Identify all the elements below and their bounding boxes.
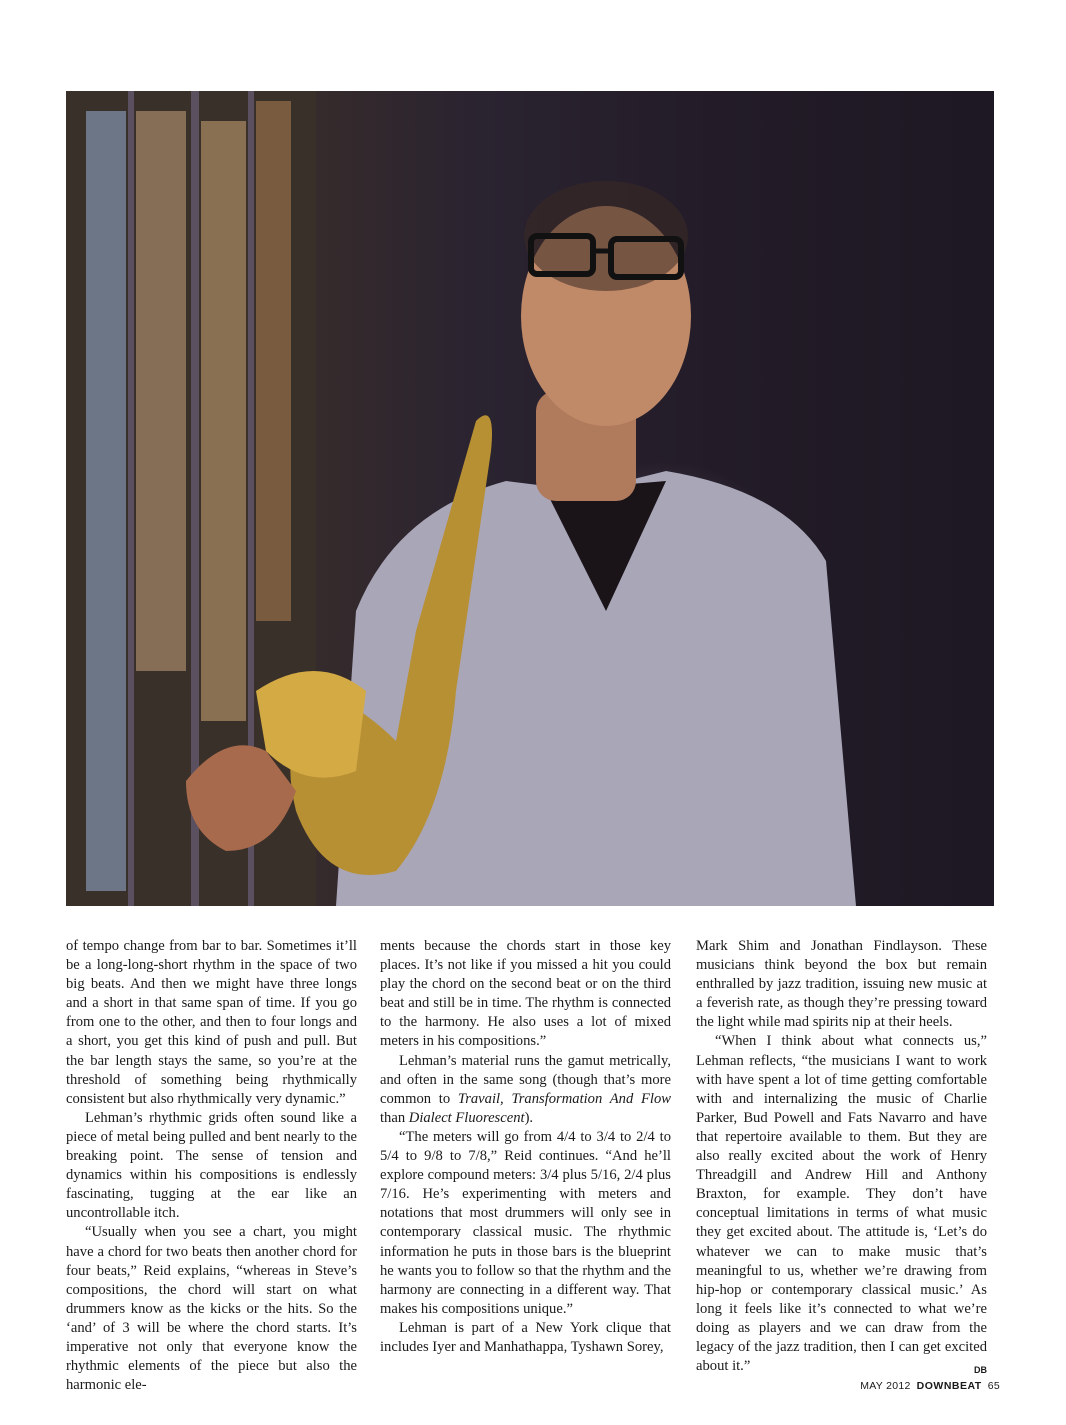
paragraph-text: than: [380, 1109, 409, 1126]
paragraph: ments because the chords start in those key places. It’s not like if you missed a hit you could play the chord on the second beat or on the third beat and still be in time. The rhythm is connected to the harmony. He also uses a lot of mixed meters in his compositions.”: [380, 938, 671, 1050]
paragraph: “The meters will go from 4/4 to 3/4 to 2/4 to 5/4 to 9/8 to 7/8,” Reid continues. “And he’ll explore compound meters: 3/4 plus 5/16, 2/4 plus 7/16. He’s experimenting with meters and notations that most drummers will only see in contemporary classical music. The rhythmic information he puts in those bars is the blueprint he wants you to follow so that the rhythm and the harmony are connecting in a different way. That makes his compositions unique.”: [380, 1128, 671, 1317]
page-number: 65: [987, 1380, 1000, 1392]
paragraph-text: Lehman’s material runs the gamut metrically, and often in the same song (though that’s more common to: [380, 1052, 671, 1107]
paragraph: Lehman’s rhythmic grids often sound like a piece of metal being pulled and bent nearly to the breaking point. The sense of tension and dynamics within his compositions is endlessly fascinating, tugging at the ear like an uncontrollable itch.: [66, 1109, 357, 1222]
album-title: Travail, Transformation And Flow: [457, 1090, 671, 1107]
saxophonist-portrait-photo: [66, 91, 994, 906]
article-column-3: [696, 937, 987, 1380]
paragraph: [380, 1052, 671, 1128]
magazine-name: DOWNBEAT: [916, 1380, 982, 1392]
paragraph: [696, 1032, 987, 1376]
paragraph-text: “When I think about what connects us,” Lehman reflects, “the musicians I want to work with have spent a lot of time getting comfortable with and internalizing the music of Charlie Parker, Bud Powell and Fats Navarro and have that repertoire available to them. But they are also really excited about the work of Henry Threadgill and Andrew Hill and Anthony Braxton, for example. They don’t have conceptual limitations in terms of what music they get excited about. The attitude is, ‘Let’s do whatever we can to make music that’s meaningful to us, whether we’re drawing from hip-hop or contemporary classical music.’ As long it feels like it’s connected to what we’re doing as players and we can draw from the legacy of the jazz tradition, then I can get excited about it.”: [696, 1033, 987, 1375]
paragraph: “Usually when you see a chart, you might have a chord for two beats then another chord for four beats,” Reid explains, “whereas in Steve’s compositions, the chord will start on what drummers know as the kicks or the hits. So the ‘and’ of 3 will be where the chord starts. It’s imperative not only that everyone know the rhythmic elements of the piece but also the harmonic ele-: [66, 1224, 357, 1394]
album-title: Dialect Fluorescent: [408, 1109, 525, 1126]
paragraph-text: ).: [524, 1109, 534, 1126]
paragraph: of tempo change from bar to bar. Sometimes it’ll be a long-long-short rhythm in the space of two big beats. And then we might have three longs and a short in that same span of time. If you go from one to the other, and then to four longs and a short, you get this kind of push and pull. But the bar length stays the same, so you’re at the threshold of something being rhythmically consistent but also rhythmically very dynamic.”: [66, 938, 357, 1107]
article-column-1: [66, 937, 357, 1395]
paragraph: Lehman is part of a New York clique that includes Iyer and Manhathappa, Tyshawn Sorey,: [380, 1319, 671, 1355]
article-column-2: [380, 937, 671, 1357]
page-footer: [860, 1380, 1000, 1392]
paragraph: Mark Shim and Jonathan Findlayson. These musicians think beyond the box but remain enthralled by jazz tradition, issuing new music at a feverish rate, as though they’re pressing toward the light while mad spirits nip at their heels.: [696, 938, 987, 1031]
issue-date: MAY 2012: [860, 1380, 911, 1392]
portrait-illustration: [66, 91, 994, 906]
end-mark: DB: [974, 1365, 987, 1376]
